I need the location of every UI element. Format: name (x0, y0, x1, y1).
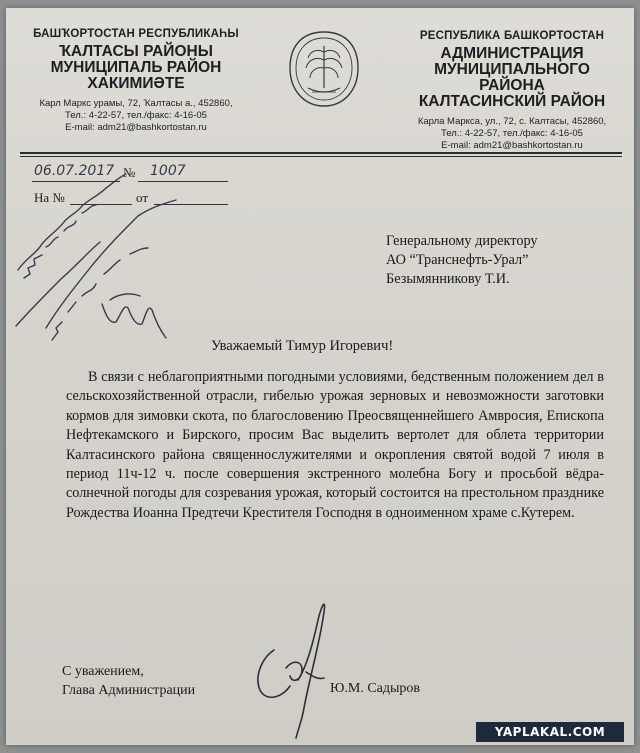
letter-date: 06.07.2017 (34, 163, 115, 179)
letter-sheet (6, 8, 634, 745)
header-left-email: E-mail: adm21@bashkortostan.ru (65, 122, 207, 133)
closing-regards: С уважением, (62, 664, 144, 679)
letter-body: В связи с неблагоприятными погодными условиями, бедственным положением дел в сельскохозяйственной отрасли, гибелью урожая зерновых и невозможности заготовки кормов для зимовки скота, по благословению Преосвященнейшего Амвросия, Епископа Нефтекамского и Бирского, просим Вас выделить вертолет для облета территории Калтасинского района священнослужителями и окропления святой водой 7 июля в период 11ч-12 ч. после совершения экстренного молебна Богу и просьбой вёдра-солнечной погоды для созревания урожая, который состоится на престольном празднике Рождества Иоанна Предтечи Крестителя Господня в одноименном храме с.Кутерем. (66, 369, 604, 521)
header-right-address: Карла Маркса, ул., 72, с. Калтасы, 452860, (417, 116, 607, 127)
from-label: от (136, 190, 149, 205)
resolution-handwriting-icon (16, 174, 176, 340)
header-left-municipal: МУНИЦИПАЛЬ РАЙОН (50, 59, 222, 76)
header-left-body: ХАКИМИӘТЕ (87, 75, 185, 92)
header-right-republic: РЕСПУБЛИКА БАШКОРТОСТАН (419, 30, 605, 42)
header-right-line1: АДМИНИСТРАЦИЯ (440, 45, 584, 62)
addressee-company: АО “Транснефть-Урал” (386, 252, 529, 268)
handwriting-overlay (6, 8, 634, 745)
header-left-district: ҠАЛТАСЫ РАЙОНЫ (59, 43, 213, 60)
signature-icon (258, 604, 325, 738)
addressee-name: Безымянникову Т.И. (386, 271, 510, 287)
number-mark: № (123, 165, 136, 180)
watermark: YAPLAKAL.COM (476, 722, 624, 742)
closing-position: Глава Администрации (62, 683, 196, 698)
signer-name: Ю.М. Садыров (330, 681, 421, 696)
addressee-position: Генеральному директору (386, 233, 538, 249)
letter-number: 1007 (150, 163, 186, 179)
header-right-line3: КАЛТАСИНСКИЙ РАЙОН (418, 93, 606, 110)
on-number-label: На № (34, 190, 65, 205)
header-right-phones: Тел.: 4-22-57, тел./факс: 4-16-05 (441, 128, 583, 139)
header-left-phones: Тел.: 4-22-57, тел./факс: 4-16-05 (65, 110, 207, 121)
header-left-address: Карл Маркс урамы, 72, Ҡалтасы а., 452860, (39, 98, 233, 109)
salutation: Уважаемый Тимур Игоревич! (211, 338, 394, 354)
header-right-email: E-mail: adm21@bashkortostan.ru (441, 140, 583, 151)
header-left-republic: БАШҠОРТОСТАН РЕСПУБЛИКАҺЫ (33, 28, 239, 40)
header-right-line2: МУНИЦИПАЛЬНОГО РАЙОНА (434, 61, 590, 94)
